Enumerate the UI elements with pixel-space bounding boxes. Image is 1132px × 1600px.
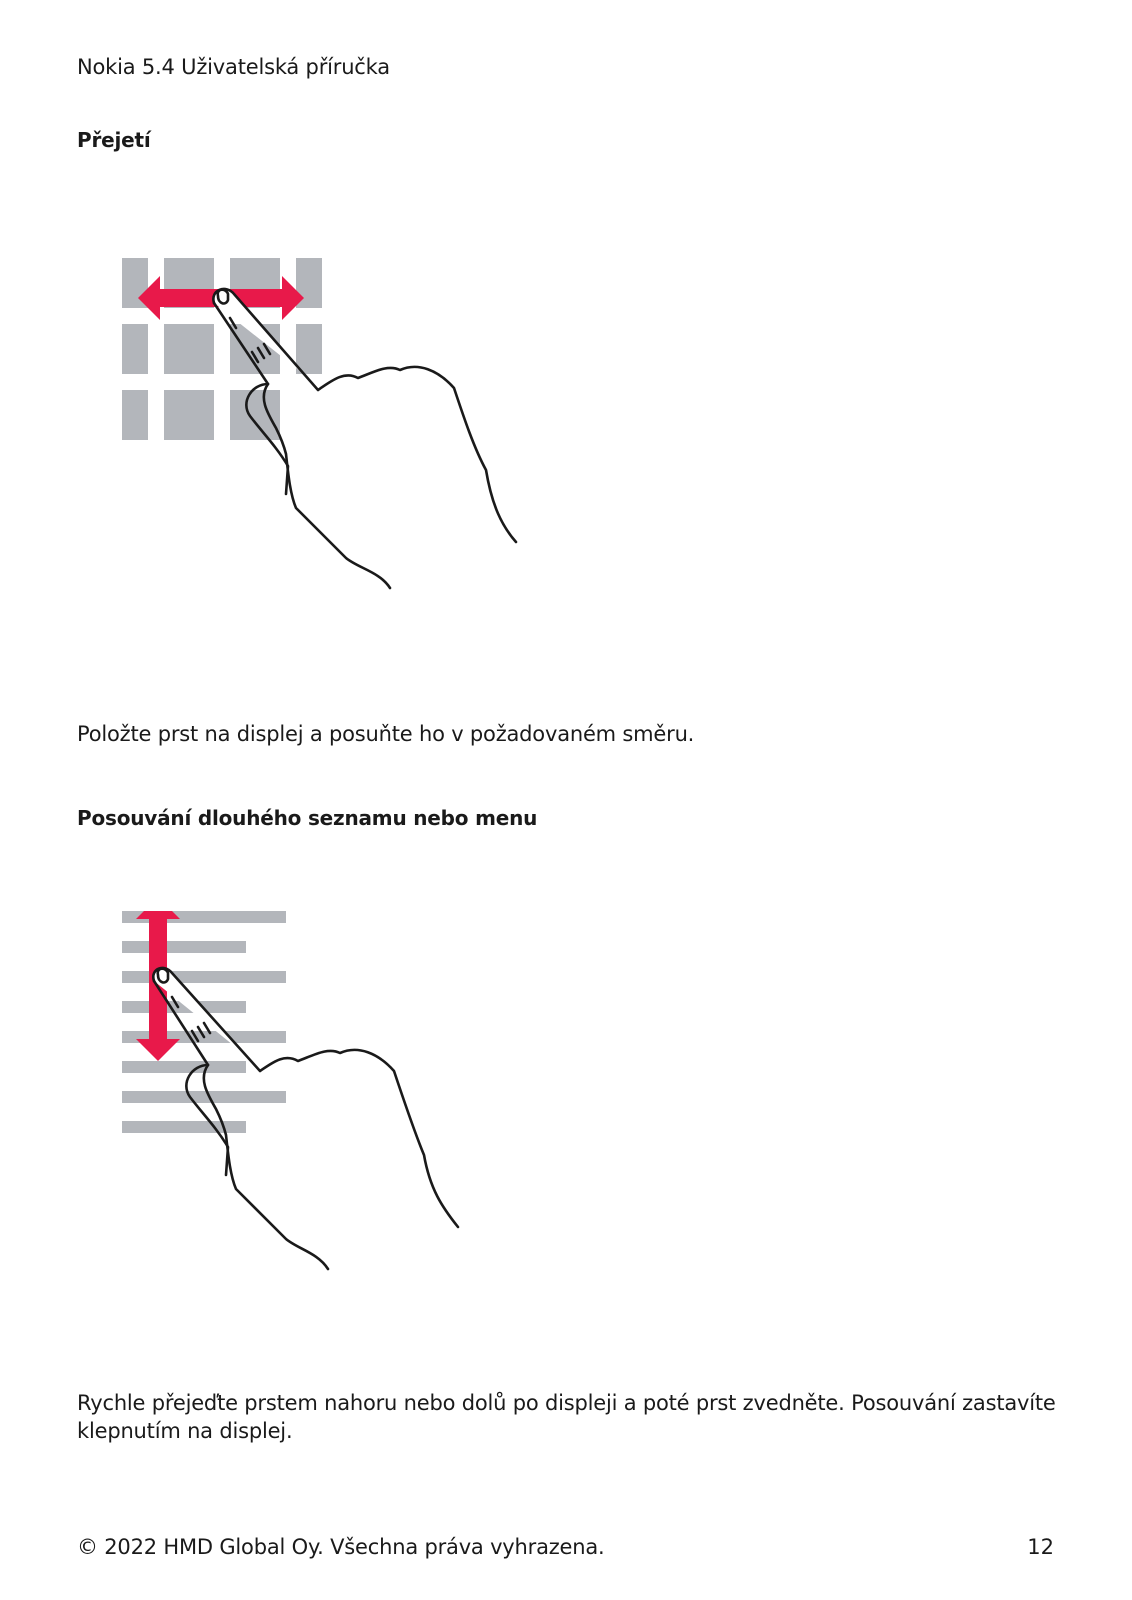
page-header: Nokia 5.4 Uživatelská příručka bbox=[77, 55, 390, 79]
page-number: 12 bbox=[1027, 1535, 1054, 1559]
swipe-horizontal-gesture-icon bbox=[118, 258, 528, 598]
footer-copyright: © 2022 HMD Global Oy. Všechna práva vyhrazena. bbox=[77, 1535, 605, 1559]
section-text-swipe: Položte prst na displej a posuňte ho v požadovaném směru. bbox=[77, 722, 695, 746]
section-text-scroll: Rychle přejeďte prstem nahoru nebo dolů po displeji a poté prst zvedněte. Posouvání zastavíte klepnutím na displej. bbox=[77, 1391, 1056, 1443]
hand-outline bbox=[153, 968, 458, 1269]
section-heading-scroll: Posouvání dlouhého seznamu nebo menu bbox=[77, 806, 538, 830]
section-heading-swipe: Přejetí bbox=[77, 128, 151, 152]
scroll-vertical-gesture-icon bbox=[118, 911, 488, 1291]
